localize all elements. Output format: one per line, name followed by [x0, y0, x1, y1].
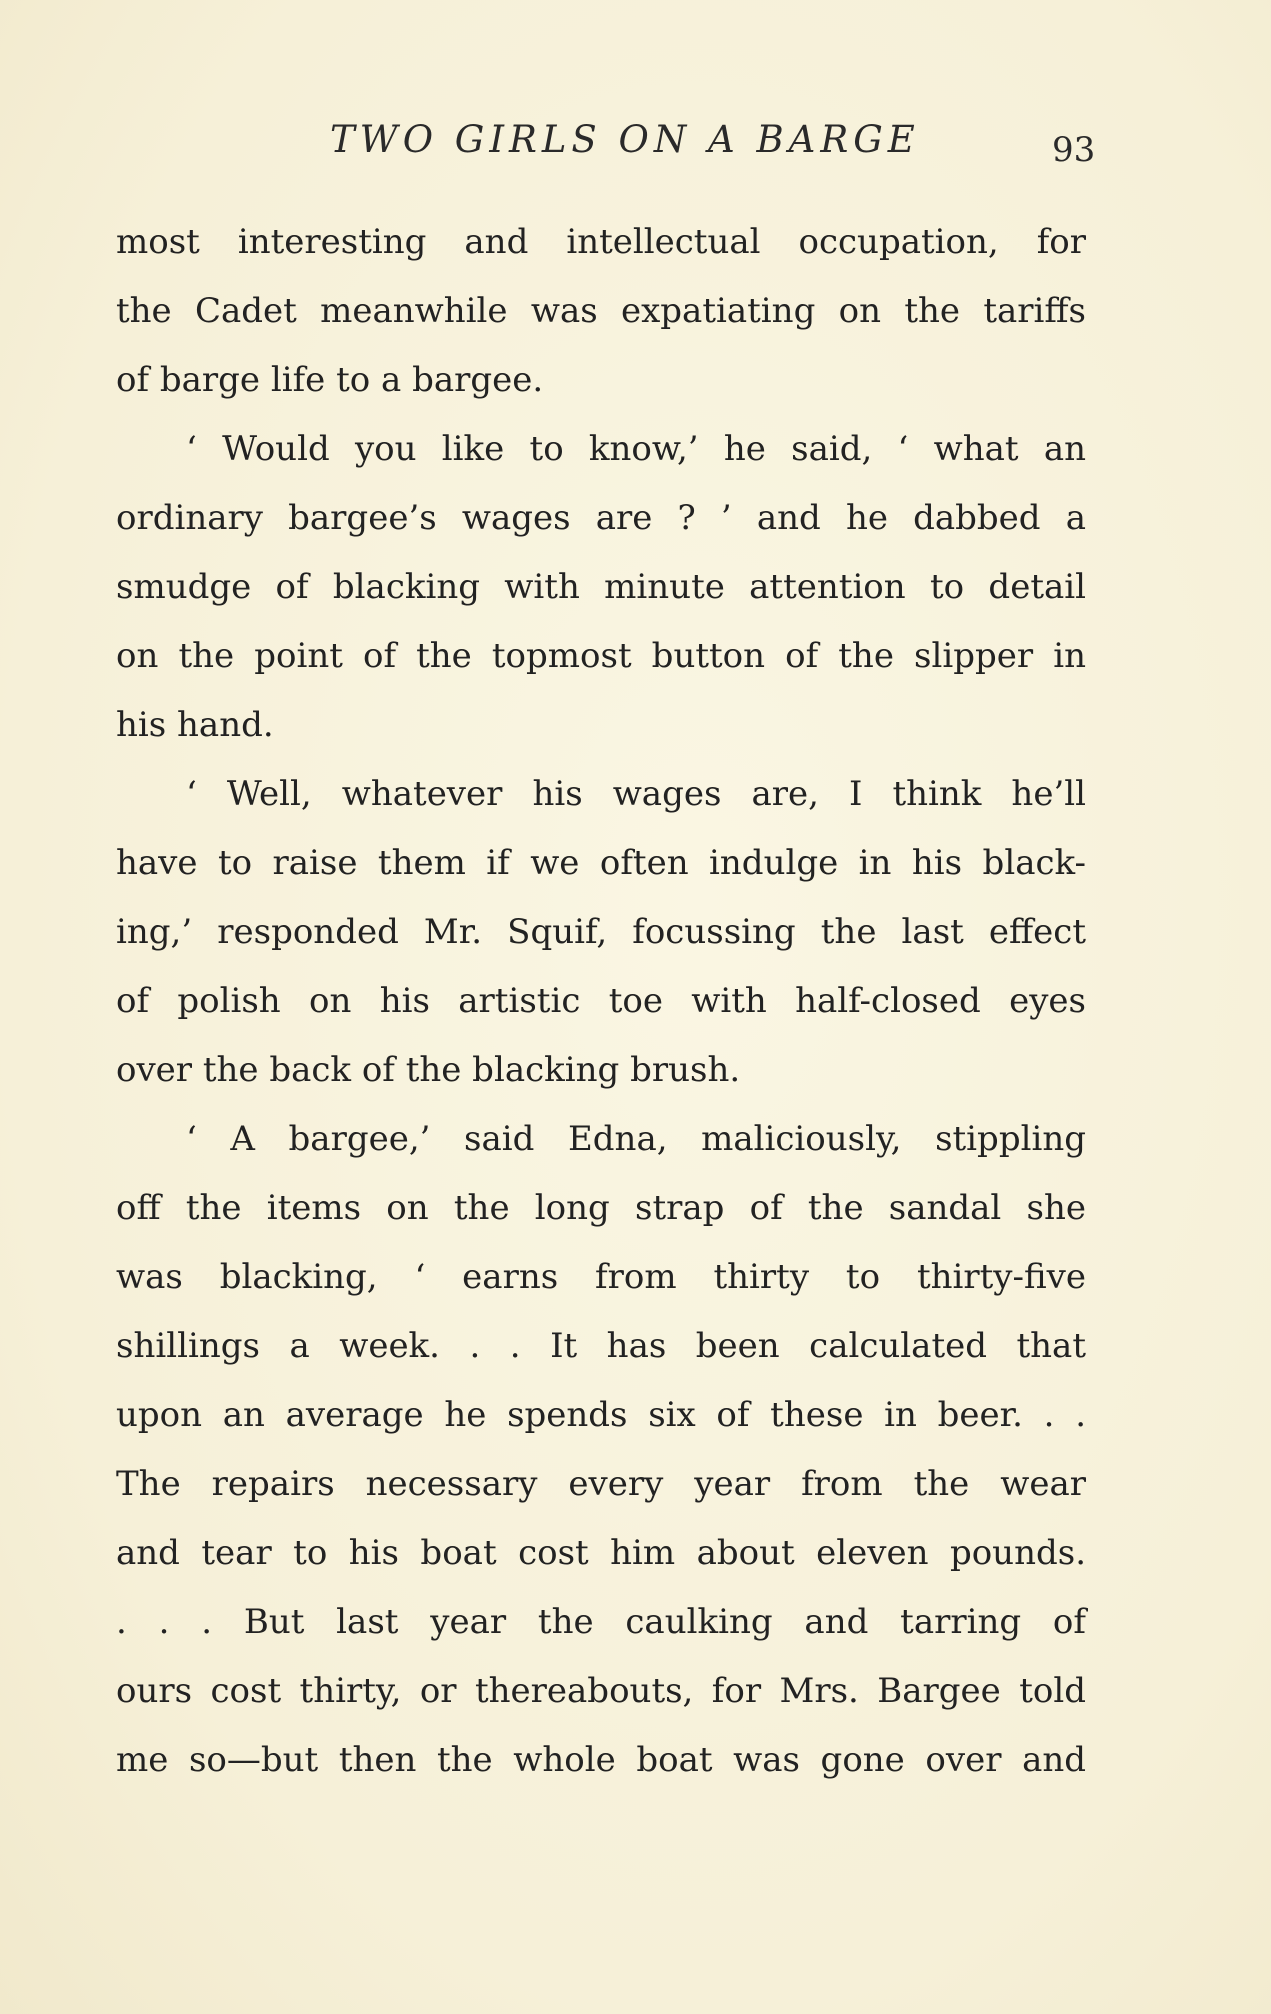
- text-line: ‘ Well, whatever his wages are, I think he’ll: [186, 774, 1086, 814]
- text-line: on the point of the topmost button of the slipper in: [116, 636, 1086, 676]
- text-line: of barge life to a bargee.: [116, 360, 544, 400]
- text-line: the Cadet meanwhile was expatiating on the tariffs: [116, 291, 1086, 331]
- text-line: ing,’ responded Mr. Squif, focussing the last effect: [116, 912, 1086, 952]
- text-line: ‘ A bargee,’ said Edna, maliciously, stippling: [186, 1119, 1086, 1159]
- page-number: 93: [1052, 130, 1096, 170]
- text-line: ours cost thirty, or thereabouts, for Mrs. Bargee told: [116, 1671, 1086, 1711]
- text-line: his hand.: [116, 705, 274, 745]
- text-line: me so—but then the whole boat was gone over and: [116, 1740, 1086, 1780]
- text-line: most interesting and intellectual occupation, for: [116, 222, 1086, 262]
- text-line: ordinary bargee’s wages are ? ’ and he dabbed a: [116, 498, 1086, 538]
- text-line: of polish on his artistic toe with half-closed eyes: [116, 981, 1086, 1021]
- text-line: . . . But last year the caulking and tarring of: [116, 1602, 1086, 1642]
- text-line: have to raise them if we often indulge in his black-: [116, 843, 1086, 883]
- text-line: smudge of blacking with minute attention to detail: [116, 567, 1086, 607]
- text-line: upon an average he spends six of these in beer. . .: [116, 1395, 1086, 1435]
- running-title: TWO GIRLS ON A BARGE: [330, 118, 920, 161]
- text-line: ‘ Would you like to know,’ he said, ‘ what an: [186, 429, 1086, 469]
- text-line: The repairs necessary every year from the wear: [116, 1464, 1086, 1504]
- text-line: and tear to his boat cost him about eleven pounds.: [116, 1533, 1086, 1573]
- text-line: was blacking, ‘ earns from thirty to thirty-five: [116, 1257, 1086, 1297]
- body-text: [116, 208, 1086, 1795]
- text-line: off the items on the long strap of the sandal she: [116, 1188, 1086, 1228]
- text-line: over the back of the blacking brush.: [116, 1050, 741, 1090]
- running-head: [0, 118, 1271, 178]
- text-line: shillings a week. . . It has been calculated that: [116, 1326, 1086, 1366]
